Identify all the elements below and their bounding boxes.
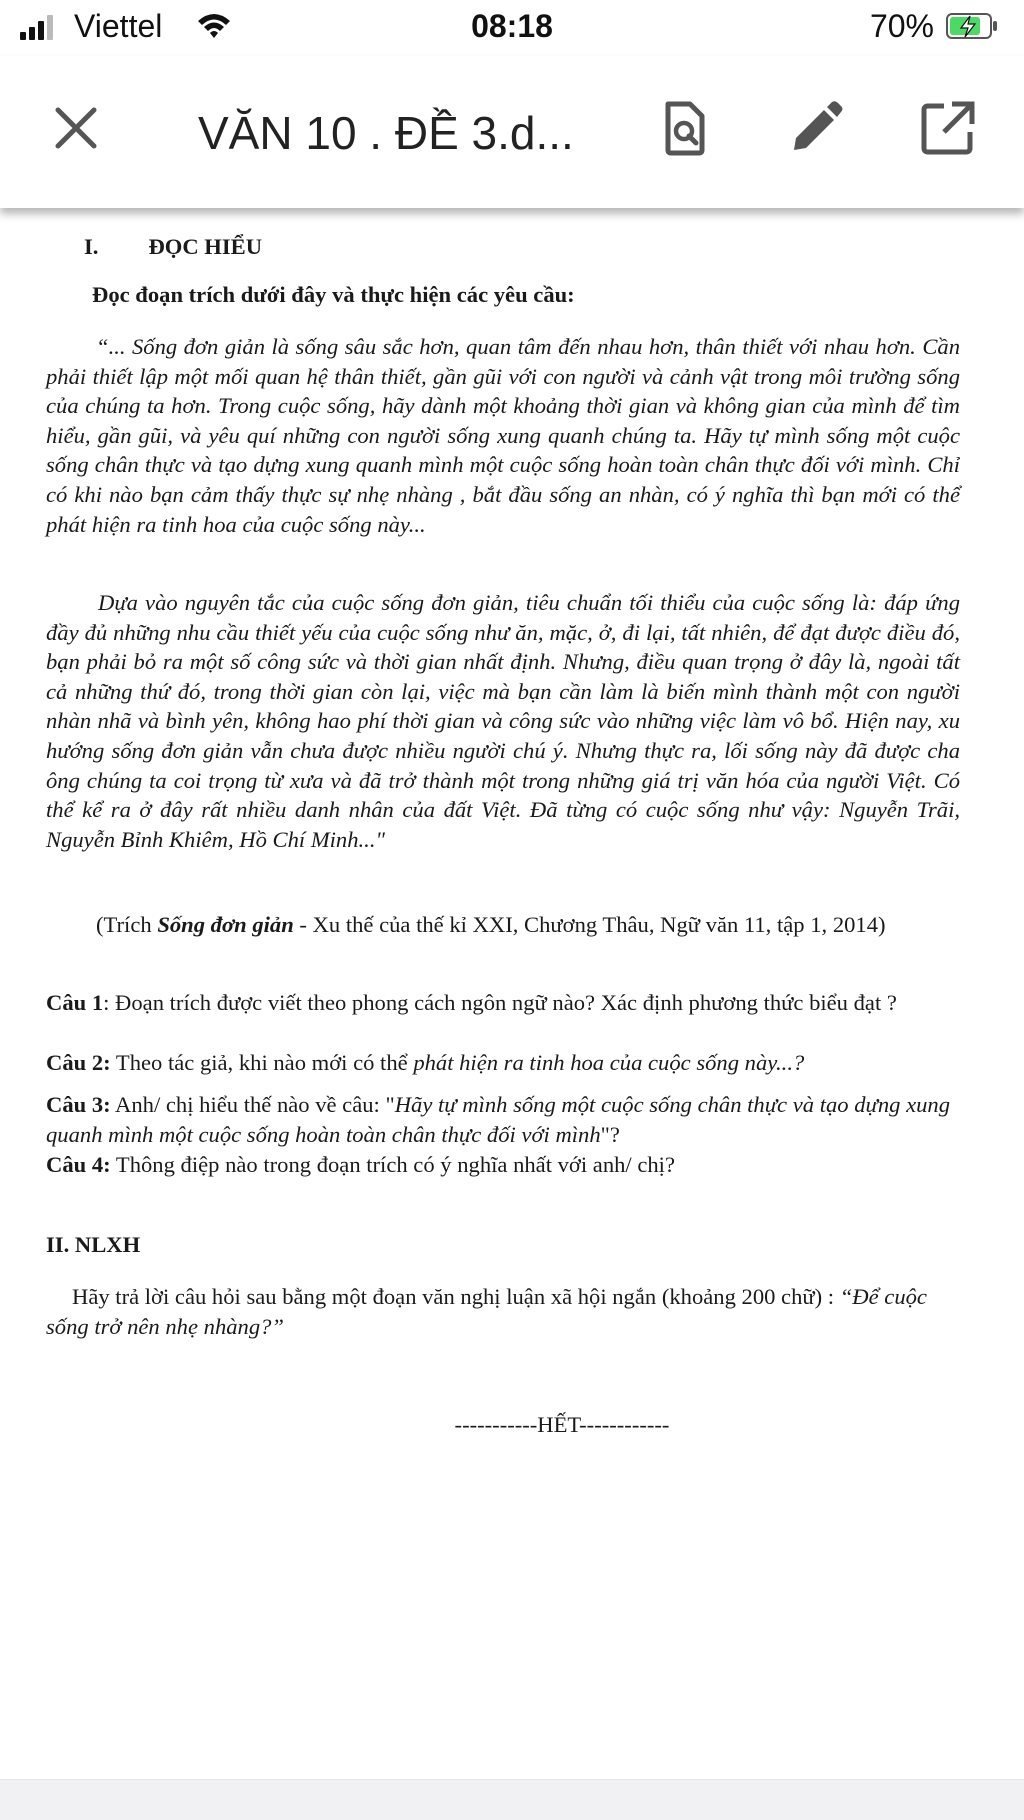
passage-paragraph-2: Dựa vào nguyên tắc của cuộc sống đơn giản, tiêu chuẩn tối thiểu của cuộc sống là: đáp ứng đầy đủ những nhu cầu thiết yếu của cuộc sống như ăn, mặc, ở, đi lại, tất nhiên, để đạt được điều đó, bạn phải bỏ ra một số công sức và thời gian nhất định. Nhưng, điều quan trọng ở đây là, ngoài tất cả những thứ đó, trong thời gian còn lại, việc mà bạn cần làm là biến mình thành một con người nhàn nhã và bình yên, không hao phí thời gian và công sức vào những việc làm vô bổ. Hiện nay, xu hướng sống đơn giản vẫn chưa được nhiều người chú ý. Nhưng thực ra, lối sống này đã được cha ông chúng ta coi trọng từ xưa và đã trở thành một trong những giá trị văn hóa của người Việt. Có thể kể ra ở đây rất nhiều danh nhân của đất Việt. Đã từng có cuộc sống như vậy: Nguyễn Trãi, Nguyễn Bỉnh Khiêm, Hồ Chí Minh..." (46, 590, 960, 852)
status-bar (0, 0, 1024, 56)
battery-percent: 70% (869, 8, 934, 44)
battery-charging-icon (946, 13, 998, 39)
essay-prompt: Hãy trả lời câu hỏi sau bằng một đoạn văn nghị luận xã hội ngắn (khoảng 200 chữ) : “Để cuộc sống trở nên nhẹ nhàng?” (46, 1284, 927, 1339)
question-4: Câu 4: Thông điệp nào trong đoạn trích có ý nghĩa nhất với anh/ chị? (46, 1152, 675, 1177)
carrier-name: Viettel (74, 8, 163, 44)
bottom-bar (0, 1779, 1024, 1820)
open-external-icon[interactable] (920, 100, 976, 156)
passage-paragraph-1: “... Sống đơn giản là sống sâu sắc hơn, quan tâm đến nhau hơn, thân thiết với nhau hơn. Cần phải thiết lập một mối quan hệ thân thiết, gần gũi với con người và cảnh vật trong môi trường sống của chúng ta hơn. Trong cuộc sống, hãy dành một khoảng thời gian và không gian của mình để tìm hiểu, gần gũi, và yêu quí những con người sống xung quanh chúng ta. Hãy tự mình sống một cuộc sống chân thực và tạo dựng xung quanh mình một cuộc sống hoàn toàn chân thực đối với mình. Chỉ có khi nào bạn cảm thấy thực sự nhẹ nhàng , bắt đầu sống an nhàn, có ý nghĩa thì bạn mới có thể phát hiện ra tinh hoa của cuộc sống này... (46, 334, 960, 537)
question-1: Câu 1: Đoạn trích được viết theo phong cách ngôn ngữ nào? Xác định phương thức biểu đạt ? (46, 990, 897, 1015)
search-document-icon[interactable] (656, 100, 712, 156)
end-mark: -----------HẾT------------ (454, 1412, 670, 1437)
document-toolbar (0, 56, 1024, 208)
instruction-text: Đọc đoạn trích dưới đây và thực hiện các yêu cầu: (92, 282, 575, 307)
section-heading-2: II. NLXH (46, 1232, 141, 1257)
question-2: Câu 2: Theo tác giả, khi nào mới có thể phát hiện ra tinh hoa của cuộc sống này...? (46, 1050, 805, 1075)
status-time: 08:18 (471, 8, 553, 44)
document-viewer[interactable] (0, 212, 1024, 1782)
source-citation: (Trích Sống đơn giản - Xu thế của thế kỉ XXI, Chương Thâu, Ngữ văn 11, tập 1, 2014) (96, 912, 886, 937)
edit-pencil-icon[interactable] (788, 100, 844, 156)
document-title: VĂN 10 . ĐỀ 3.d... (198, 107, 574, 159)
section-heading-1: I. ĐỌC HIỂU (84, 234, 263, 259)
question-3: Câu 3: Anh/ chị hiểu thế nào về câu: "Hãy tự mình sống một cuộc sống chân thực và tạo dựng xung quanh mình một cuộc sống hoàn toàn chân thực đối với mình"? (46, 1092, 950, 1147)
close-icon[interactable] (48, 100, 104, 156)
